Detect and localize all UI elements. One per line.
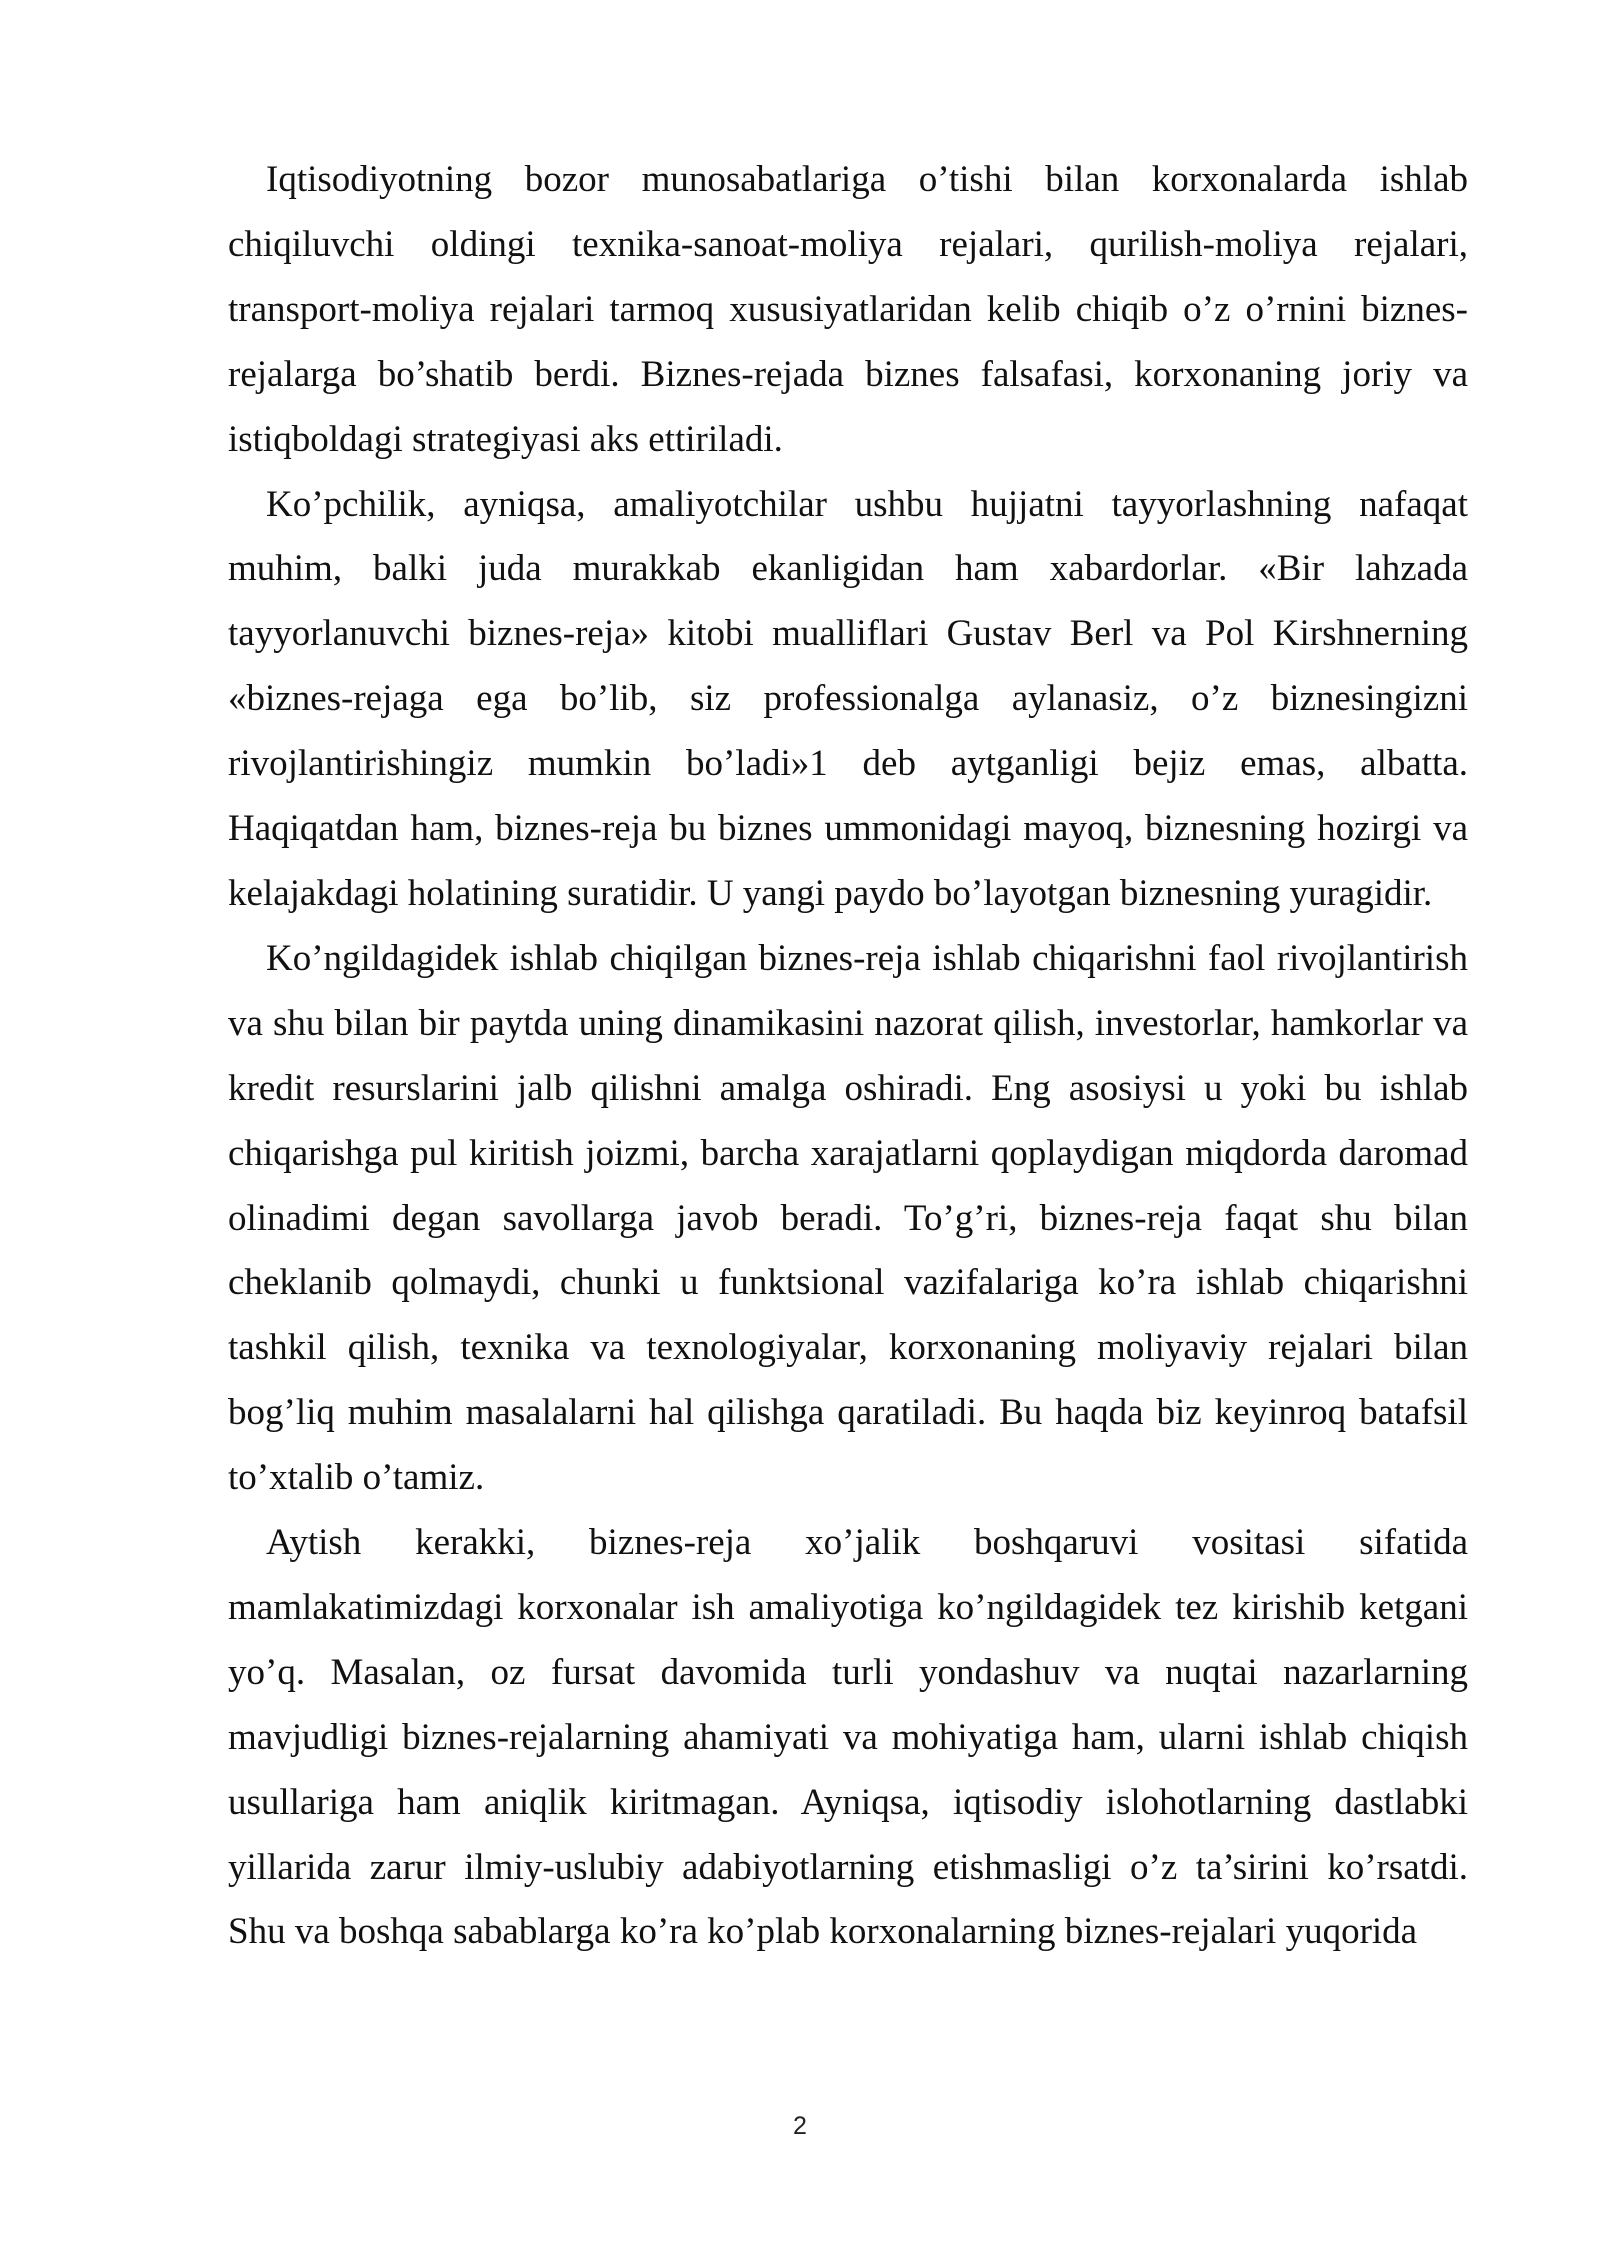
paragraph-3: Ko’ngildagidek ishlab chiqilgan biznes-reja ishlab chiqarishni faol rivojlantirish va shu bilan bir paytda uning dinamikasini nazorat qilish, investorlar, hamkorlar va kredit resurslarini jalb qilishni amalga oshiradi. Eng asosiysi u yoki bu ishlab chiqarishga pul kiritish joizmi, barcha xarajatlarni qoplaydigan miqdorda daromad olinadimi degan savollarga javob beradi. To’g’ri, biznes-reja faqat shu bilan cheklanib qolmaydi, chunki u funktsional vazifalariga ko’ra ishlab chiqarishni tashkil qilish, texnika va texnologiyalar, korxonaning moliyaviy rejalari bilan bog’liq muhim masalalarni hal qilishga qaratiladi. Bu haqda biz keyinroq batafsil to’xtalib o’tamiz. — [228, 937, 1468, 1499]
paragraph-4: Aytish kerakki, biznes-reja xo’jalik boshqaruvi vositasi sifatida mamlakatimizdagi korxonalar ish amaliyotiga ko’ngildagidek tez kirishib ketgani yo’q. Masalan, oz fursat davomida turli yondashuv va nuqtai nazarlarning mavjudligi biznes-rejalarning ahamiyati va mohiyatiga ham, ularni ishlab chiqish usullariga ham aniqlik kiritmagan. Ayniqsa, iqtisodiy islohotlarning dastlabki yillarida zarur ilmiy-uslubiy adabiyotlarning etishmasligi o’z ta’sirini ko’rsatdi. Shu va boshqa sabablarga ko’ra ko’plab korxonalarning biznes-rejalari yuqorida — [228, 1522, 1468, 1953]
paragraph-2: Ko’pchilik, ayniqsa, amaliyotchilar ushbu hujjatni tayyorlashning nafaqat muhim, balki juda murakkab ekanligidan ham xabardorlar. «Bir lahzada tayyorlanuvchi biznes-reja» kitobi mualliflari Gustav Berl va Pol Kirshnerning «biznes-rejaga ega bo’lib, siz professionalga aylanasiz, o’z biznesingizni rivojlantirishingiz mumkin bo’ladi»1 deb aytganligi bejiz emas, albatta. Haqiqatdan ham, biznes-reja bu biznes ummonidagi mayoq, biznesning hozirgi va kelajakdagi holatining suratidir. U yangi paydo bo’layotgan biznesning yuragidir. — [228, 483, 1468, 914]
page-number: 2 — [793, 2112, 807, 2140]
paragraph-1: Iqtisodiyotning bozor munosabatlariga o’tishi bilan korxonalarda ishlab chiqiluvchi oldingi texnika-sanoat-moliya rejalari, qurilish-moliya rejalari, transport-moliya rejalari tarmoq xususiyatlaridan kelib chiqib o’z o’rnini biznes-rejalarga bo’shatib berdi. Biznes-rejada biznes falsafasi, korxonaning joriy va istiqboldagi strategiyasi aks ettiriladi. — [228, 159, 1468, 460]
body-text — [228, 148, 1468, 1965]
